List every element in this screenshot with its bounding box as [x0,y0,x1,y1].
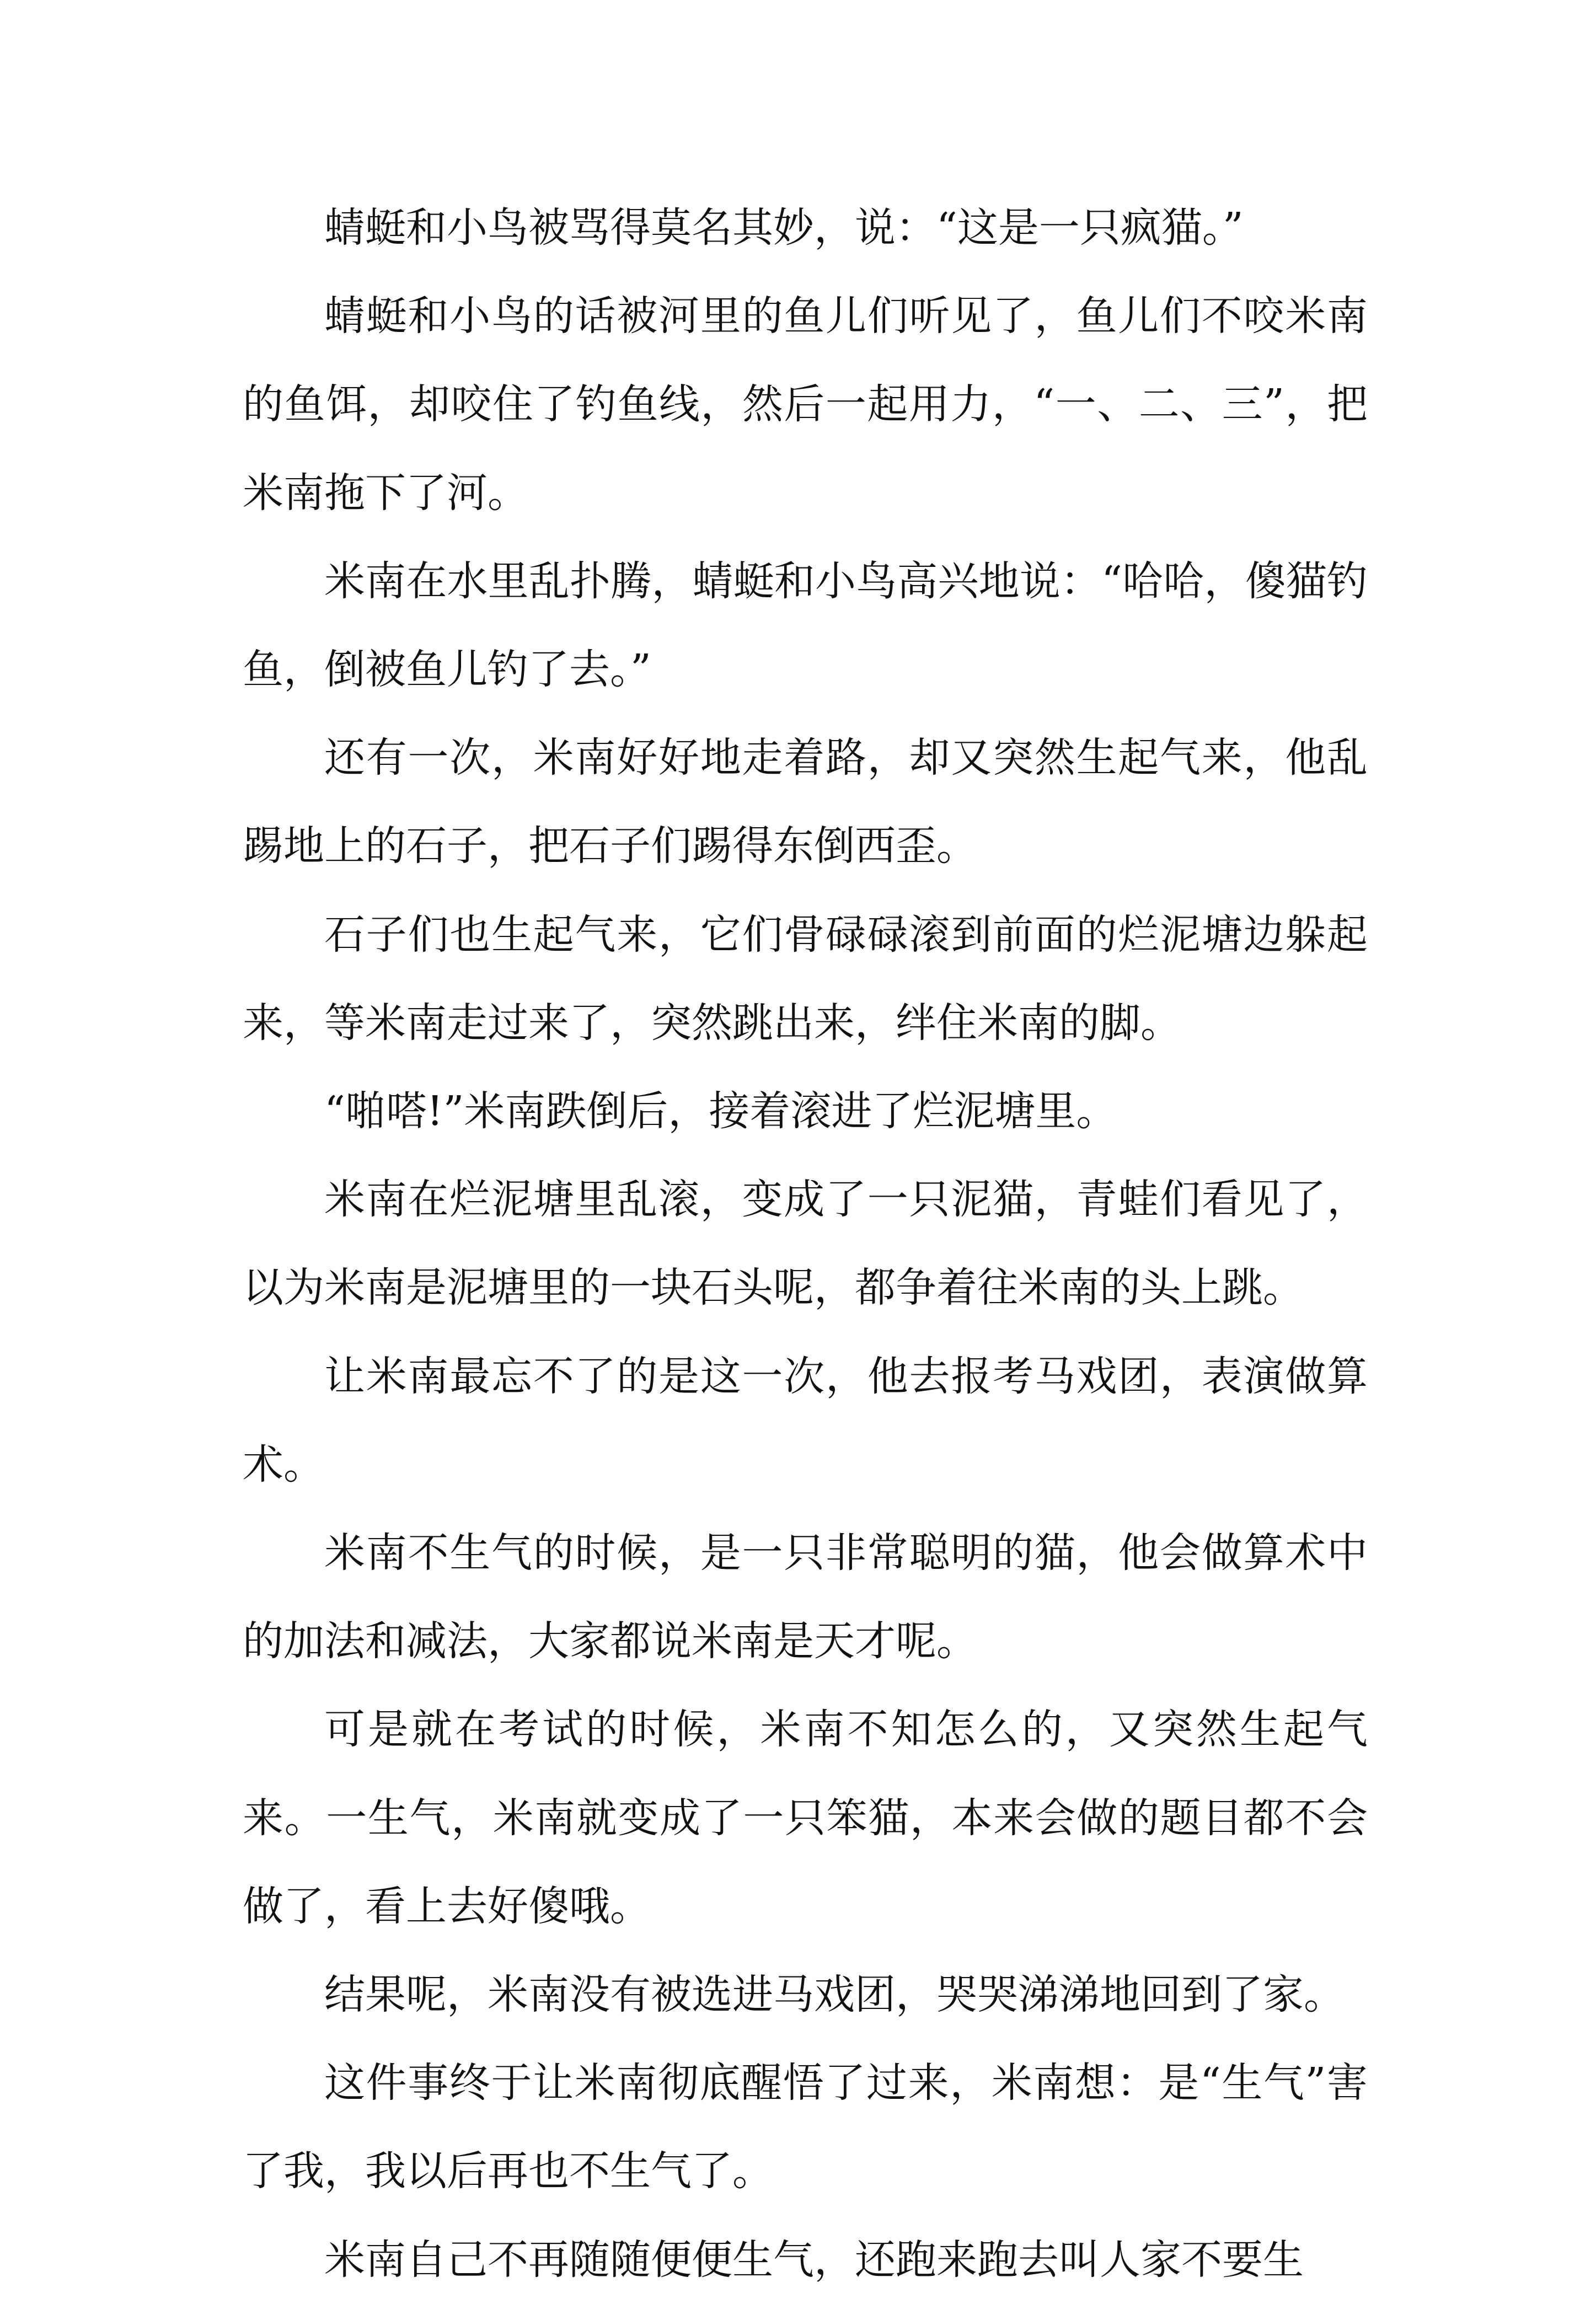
story-text [243,184,1368,2304]
paragraph-3: 米南在水里乱扑腾，蜻蜓和小鸟高兴地说：“哈哈，傻猫钓鱼，倒被鱼儿钓了去。” [243,557,1368,694]
paragraph-5: 石子们也生起气来，它们骨碌碌滚到前面的烂泥塘边躲起来，等米南走过来了，突然跳出来，绊住米南的脚。 [243,910,1368,1047]
paragraph-2: 蜻蜓和小鸟的话被河里的鱼儿们听见了，鱼儿们不咬米南的鱼饵，却咬住了钓鱼线，然后一起用力，“一、二、三”，把米南拖下了河。 [243,292,1368,517]
paragraph-7: 米南在烂泥塘里乱滚，变成了一只泥猫，青蛙们看见了，以为米南是泥塘里的一块石头呢，都争着往米南的头上跳。 [243,1176,1368,1312]
paragraph-1: 蜻蜓和小鸟被骂得莫名其妙，说：“这是一只疯猫。” [324,204,1244,251]
paragraph-8: 让米南最忘不了的是这一次，他去报考马戏团，表演做算术。 [243,1352,1368,1488]
paragraph-13: 米南自己不再随随便便生气，还跑来跑去叫人家不要生 [324,2236,1304,2284]
paragraph-6: “啪嗒!”米南跌倒后，接着滚进了烂泥塘里。 [324,1087,1117,1135]
paragraph-11: 结果呢，米南没有被选进马戏团，哭哭涕涕地回到了家。 [324,1971,1345,2019]
paragraph-10: 可是就在考试的时候，米南不知怎么的，又突然生起气来。一生气，米南就变成了一只笨猫，本来会做的题目都不会做了，看上去好傻哦。 [243,1706,1368,1930]
paragraph-12: 这件事终于让米南彻底醒悟了过来，米南想：是“生气”害了我，我以后再也不生气了。 [243,2059,1368,2195]
paragraph-9: 米南不生气的时候，是一只非常聪明的猫，他会做算术中的加法和减法，大家都说米南是天才呢。 [243,1529,1368,1665]
paragraph-4: 还有一次，米南好好地走着路，却又突然生起气来，他乱踢地上的石子，把石子们踢得东倒西歪。 [243,734,1368,870]
